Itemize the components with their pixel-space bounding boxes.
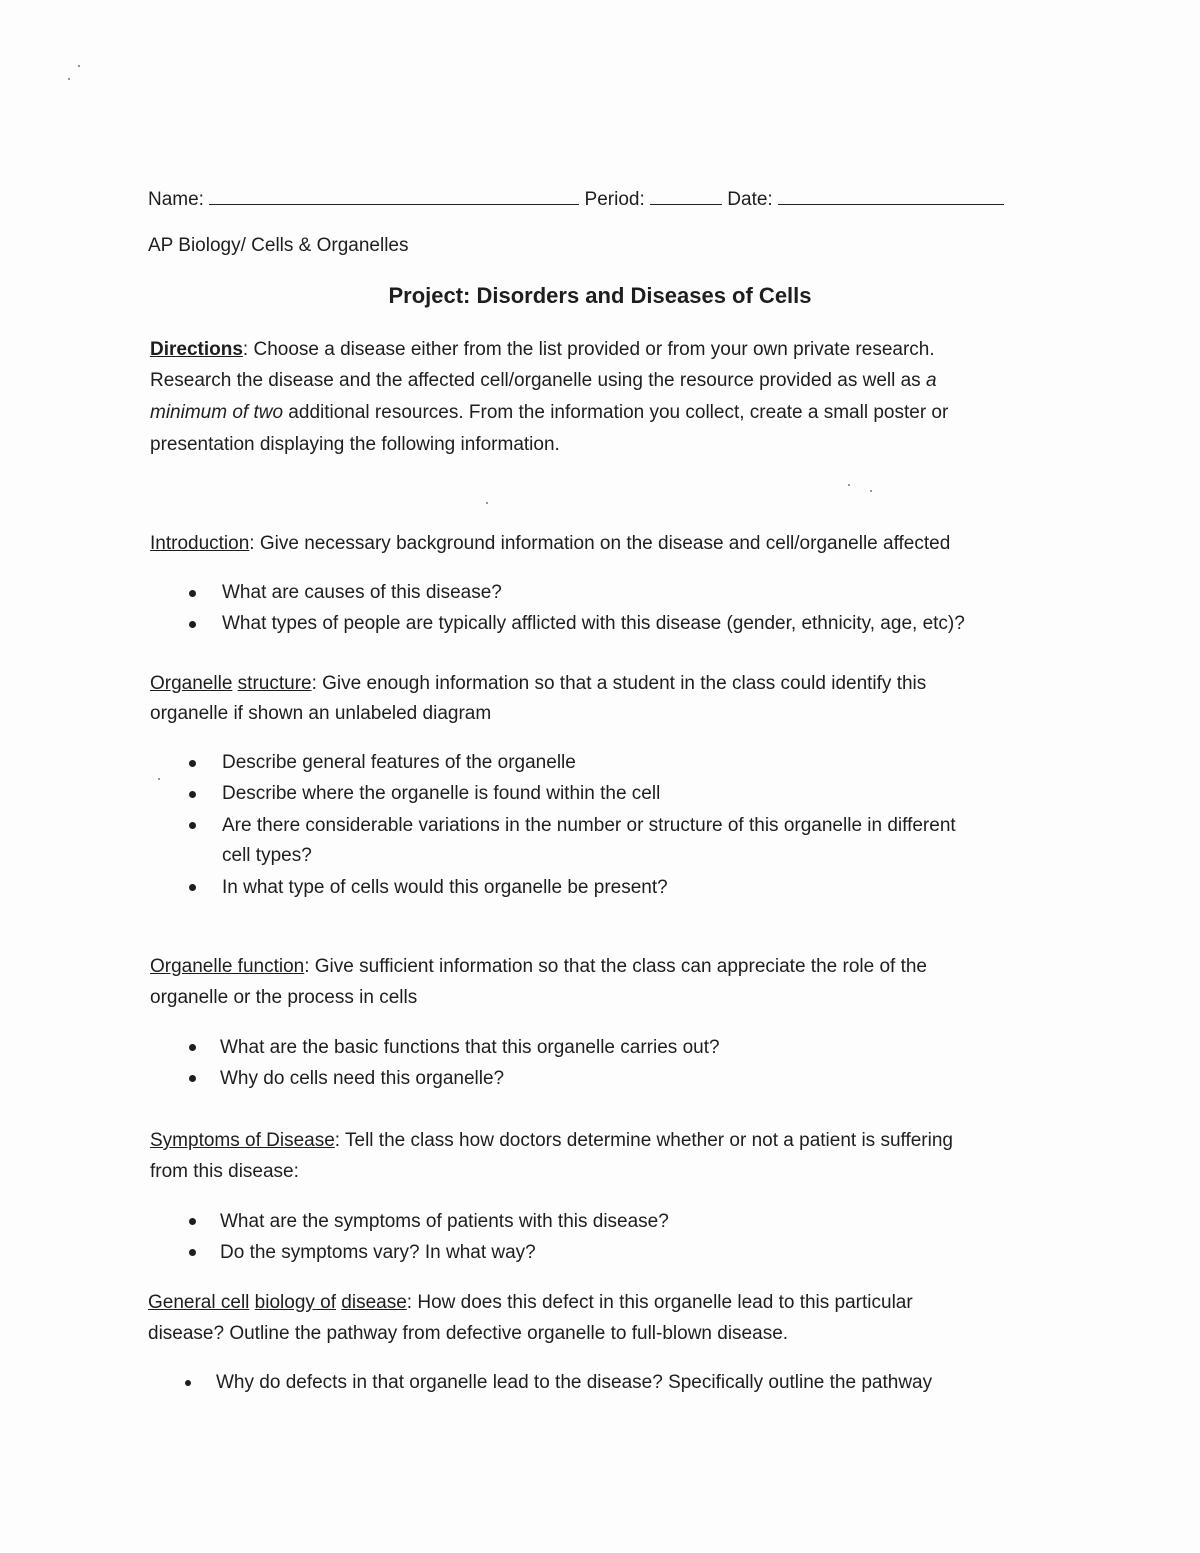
scan-speck [870, 490, 872, 492]
general-line-2: disease? Outline the pathway from defective organelle to full-blown disease. [148, 1323, 789, 1344]
scan-speck [68, 78, 70, 80]
bullet-icon [185, 1380, 191, 1386]
bullet-icon [189, 1249, 196, 1256]
function-text: : Give sufficient information so that the class can appreciate the role of the [304, 956, 927, 977]
list-item: Why do cells need this organelle? [220, 1068, 505, 1089]
directions-line-1 [150, 338, 935, 362]
introduction-heading [150, 532, 950, 556]
function-heading [150, 955, 927, 979]
general-label: disease [341, 1292, 407, 1313]
date-blank[interactable] [778, 186, 1004, 205]
symptoms-text: : Tell the class how doctors determine whether or not a patient is suffering [334, 1130, 953, 1151]
bullet-icon [189, 1044, 196, 1051]
structure-label: structure [237, 673, 312, 694]
bullet-icon [189, 1218, 196, 1225]
name-blank[interactable] [209, 186, 579, 205]
list-item: What are the basic functions that this organelle carries out? [220, 1037, 720, 1058]
structure-label: Organelle [150, 673, 233, 694]
list-item: What are causes of this disease? [222, 582, 502, 603]
structure-line-2: organelle if shown an unlabeled diagram [150, 703, 492, 724]
bullet-icon [189, 884, 196, 891]
list-item: What types of people are typically afflicted with this disease (gender, ethnicity, age, etc)? [222, 613, 965, 634]
directions-line-2 [150, 369, 937, 393]
directions-text: Research the disease and the affected cell/organelle using the resource provided as well as [150, 370, 926, 391]
bullet-icon [189, 621, 196, 628]
page-title: Project: Disorders and Diseases of Cells [388, 283, 812, 308]
bullet-icon [189, 791, 196, 798]
introduction-label: Introduction [150, 533, 250, 554]
scan-speck [486, 502, 488, 504]
list-item: Are there considerable variations in the number or structure of this organelle in different [222, 815, 956, 836]
scan-speck [78, 65, 80, 67]
list-item: In what type of cells would this organelle be present? [222, 877, 668, 898]
symptoms-label: Symptoms of Disease [150, 1130, 335, 1151]
directions-label: Directions [150, 339, 243, 360]
bullet-icon [189, 822, 196, 829]
name-label: Name: [148, 189, 204, 210]
general-label: biology of [254, 1292, 337, 1313]
bullet-icon [189, 760, 196, 767]
list-item-continuation: cell types? [222, 845, 312, 866]
directions-line-4: presentation displaying the following information. [150, 434, 560, 455]
directions-text: : Choose a disease either from the list provided or from your own private research. [242, 339, 935, 360]
symptoms-line-2: from this disease: [150, 1161, 299, 1182]
list-item: Describe general features of the organelle [222, 752, 576, 773]
symptoms-heading [150, 1129, 953, 1153]
course-label: AP Biology/ Cells & Organelles [148, 235, 409, 256]
function-line-2: organelle or the process in cells [150, 987, 418, 1008]
directions-line-3 [150, 401, 948, 425]
general-heading [148, 1291, 913, 1315]
directions-text: additional resources. From the information you collect, create a small poster or [283, 402, 949, 423]
structure-heading [150, 672, 926, 696]
general-label: General cell [148, 1292, 250, 1313]
general-text: : How does this defect in this organelle lead to this particular [406, 1292, 913, 1313]
list-item: Why do defects in that organelle lead to the disease? Specifically outline the pathway [216, 1372, 933, 1393]
period-blank[interactable] [650, 186, 722, 205]
directions-emphasis: minimum of two [150, 402, 284, 423]
bullet-icon [189, 590, 196, 597]
period-label: Period: [584, 189, 645, 210]
introduction-text: : Give necessary background information on the disease and cell/organelle affected [249, 533, 951, 554]
list-item: What are the symptoms of patients with this disease? [220, 1211, 669, 1232]
list-item: Describe where the organelle is found within the cell [222, 783, 661, 804]
header-row [148, 186, 1004, 212]
scan-speck [158, 778, 160, 780]
date-label: Date: [727, 189, 773, 210]
function-label: Organelle function [150, 956, 305, 977]
bullet-icon [189, 1075, 196, 1082]
directions-emphasis: a [925, 370, 937, 391]
list-item: Do the symptoms vary? In what way? [220, 1242, 536, 1263]
scan-speck [848, 484, 850, 486]
structure-text: : Give enough information so that a student in the class could identify this [311, 673, 927, 694]
